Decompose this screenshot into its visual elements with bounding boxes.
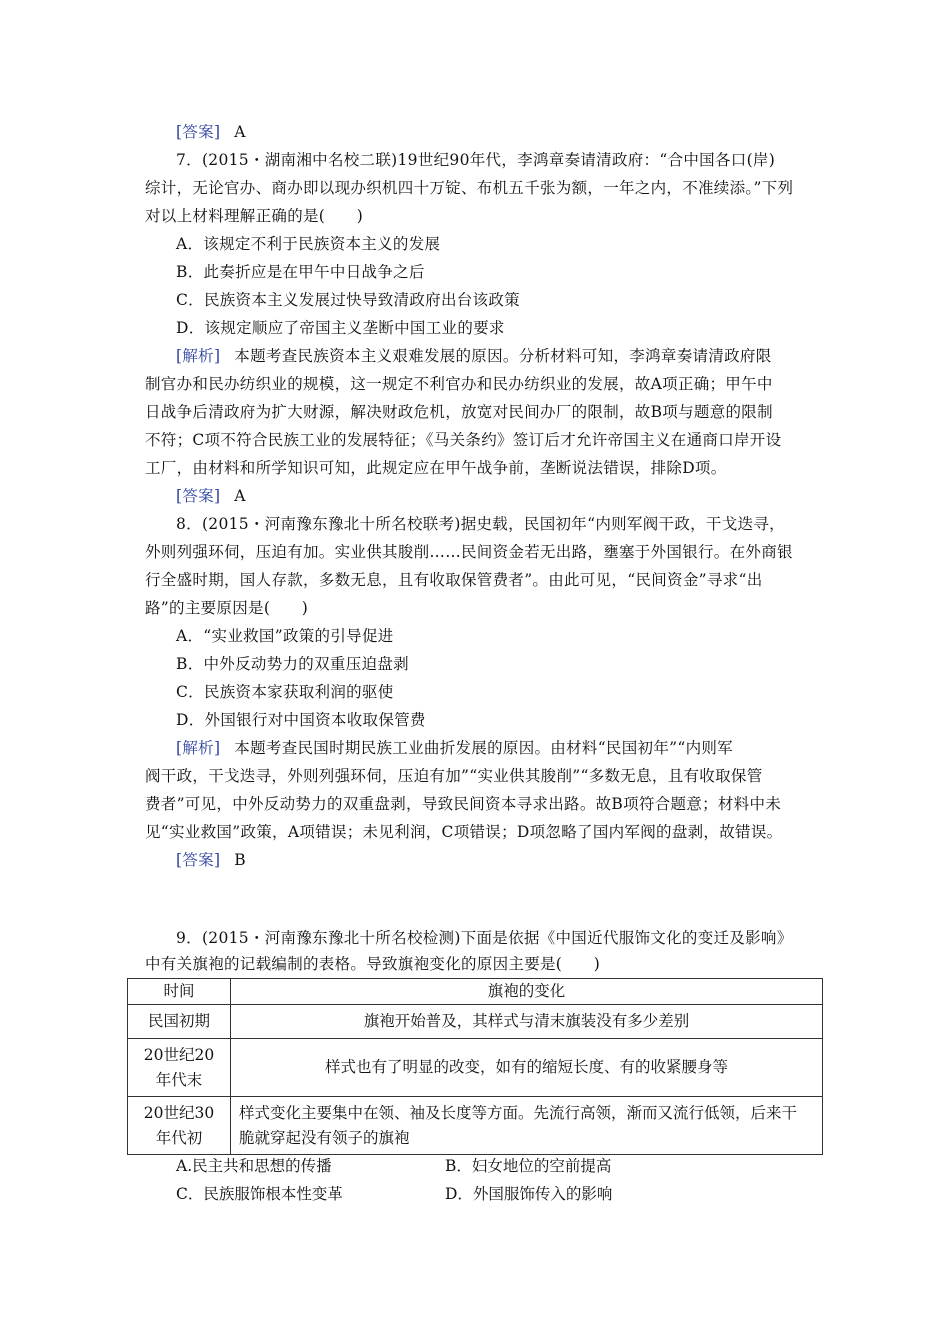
q8-analysis-line-1	[176, 734, 816, 762]
change-line: 样式变化主要集中在领、袖及长度等方面。先流行高领，渐而又流行低领，后来干	[239, 1103, 798, 1122]
answer-tag: [答案]	[176, 123, 221, 141]
table-cell-time	[128, 1097, 231, 1155]
answer-value: B	[234, 851, 246, 869]
answer-value: A	[234, 487, 246, 505]
time-line: 年代初	[155, 1128, 203, 1147]
q8-answer	[176, 846, 816, 874]
analysis-tag: [解析]	[176, 347, 221, 365]
analysis-text: 本题考查民族资本主义艰难发展的原因。分析材料可知，李鸿章奏请清政府限	[234, 347, 772, 365]
change-line: 脆就穿起没有领子的旗袍	[239, 1128, 410, 1147]
q7-option-a: A．该规定不利于民族资本主义的发展	[176, 235, 441, 253]
q9-option-d: D．外国服饰传入的影响	[445, 1185, 613, 1203]
q7-option-b: B．此奏折应是在甲午中日战争之后	[176, 263, 425, 281]
q8-option-c: C．民族资本家获取利润的驱使	[176, 683, 394, 701]
q8-analysis-line-2: 阀干政，干戈迭寻，外则列强环伺，压迫有加”“实业供其朘削”“多数无息，且有收取保管	[145, 767, 763, 785]
answer-value: A	[234, 123, 246, 141]
q7-option-c: C．民族资本主义发展过快导致清政府出台该政策	[176, 291, 520, 309]
table-cell-time	[128, 1039, 231, 1097]
table-cell-change: 样式也有了明显的改变，如有的缩短长度、有的收紧腰身等	[231, 1039, 823, 1097]
q7-analysis-line-5: 工厂，由材料和所学知识可知，此规定应在甲午战争前，垄断说法错误，排除D项。	[145, 459, 727, 477]
q8-stem-line-2: 外则列强环伺，压迫有加。实业供其朘削……民间资金若无出路，壅塞于外国银行。在外商银	[145, 543, 793, 561]
q8-analysis-line-3: 费者”可见，中外反动势力的双重盘剥，导致民间资本寻求出路。故B项符合题意；材料中未	[145, 795, 782, 813]
table-cell-time: 民国初期	[128, 1005, 231, 1039]
q9-option-c: C．民族服饰根本性变革	[176, 1185, 343, 1203]
q8-stem-line-1: 8．(2015・河南豫东豫北十所名校联考)据史载，民国初年“内则军阀干政，干戈迭寻，	[176, 515, 785, 533]
table-cell-change: 旗袍开始普及，其样式与清末旗装没有多少差别	[231, 1005, 823, 1039]
table-header-time: 时间	[128, 979, 231, 1005]
q7-stem-line-3: 对以上材料理解正确的是( )	[145, 207, 364, 225]
q8-option-a: A．“实业救国”政策的引导促进	[176, 627, 394, 645]
answer-tag: [答案]	[176, 851, 221, 869]
q8-option-b: B．中外反动势力的双重压迫盘剥	[176, 655, 409, 673]
q7-analysis-line-4: 不符；C项不符合民族工业的发展特征；《马关条约》签订后才允许帝国主义在通商口岸开设	[145, 431, 782, 449]
q7-analysis-line-2: 制官办和民办纺织业的规模，这一规定不利官办和民办纺织业的发展，故A项正确；甲午中	[145, 375, 773, 393]
q7-analysis-line-3: 日战争后清政府为扩大财源，解决财政危机，放宽对民间办厂的限制，故B项与题意的限制	[145, 403, 773, 421]
q9-stem-line-2: 中有关旗袍的记载编制的表格。导致旗袍变化的原因主要是( )	[145, 955, 601, 973]
table-cell-change	[231, 1097, 823, 1155]
table-row	[128, 1097, 823, 1155]
time-line: 年代末	[155, 1070, 203, 1089]
q8-analysis-line-4: 见“实业救国”政策，A项错误；未见利润，C项错误；D项忽略了国内军阀的盘剥，故错误。	[145, 823, 783, 841]
table-row	[128, 1039, 823, 1097]
table-header-row	[128, 979, 823, 1005]
analysis-tag: [解析]	[176, 739, 221, 757]
q9-option-a: A.民主共和思想的传播	[176, 1157, 332, 1175]
q8-stem-line-3: 行全盛时期，国人存款，多数无息，且有收取保管费者”。由此可见，“民间资金”寻求“出	[145, 571, 763, 589]
q7-analysis-line-1	[176, 342, 816, 370]
analysis-text: 本题考查民国时期民族工业曲折发展的原因。由材料“民国初年”“内则军	[234, 739, 733, 757]
q7-option-d: D．该规定顺应了帝国主义垄断中国工业的要求	[176, 319, 505, 337]
time-line: 20世纪20	[143, 1045, 215, 1064]
q8-option-d: D．外国银行对中国资本收取保管费	[176, 711, 426, 729]
q7-stem-line-2: 综计，无论官办、商办即以现办织机四十万锭、布机五千张为额，一年之内，不准续添。”下列	[145, 179, 794, 197]
table-row	[128, 1005, 823, 1039]
time-line: 20世纪30	[143, 1103, 215, 1122]
q7-stem-line-1: 7．(2015・湖南湘中名校二联)19世纪90年代，李鸿章奏请清政府：“合中国各口(岸)	[176, 151, 776, 169]
q6-answer	[176, 118, 816, 146]
q9-stem-line-1: 9．(2015・河南豫东豫北十所名校检测)下面是依据《中国近代服饰文化的变迁及影响》	[176, 929, 793, 947]
table-header-change: 旗袍的变化	[231, 979, 823, 1005]
q7-answer	[176, 482, 816, 510]
q9-option-b: B．妇女地位的空前提高	[445, 1157, 612, 1175]
answer-tag: [答案]	[176, 487, 221, 505]
qipao-table	[127, 978, 823, 1155]
q8-stem-line-4: 路”的主要原因是( )	[145, 599, 309, 617]
